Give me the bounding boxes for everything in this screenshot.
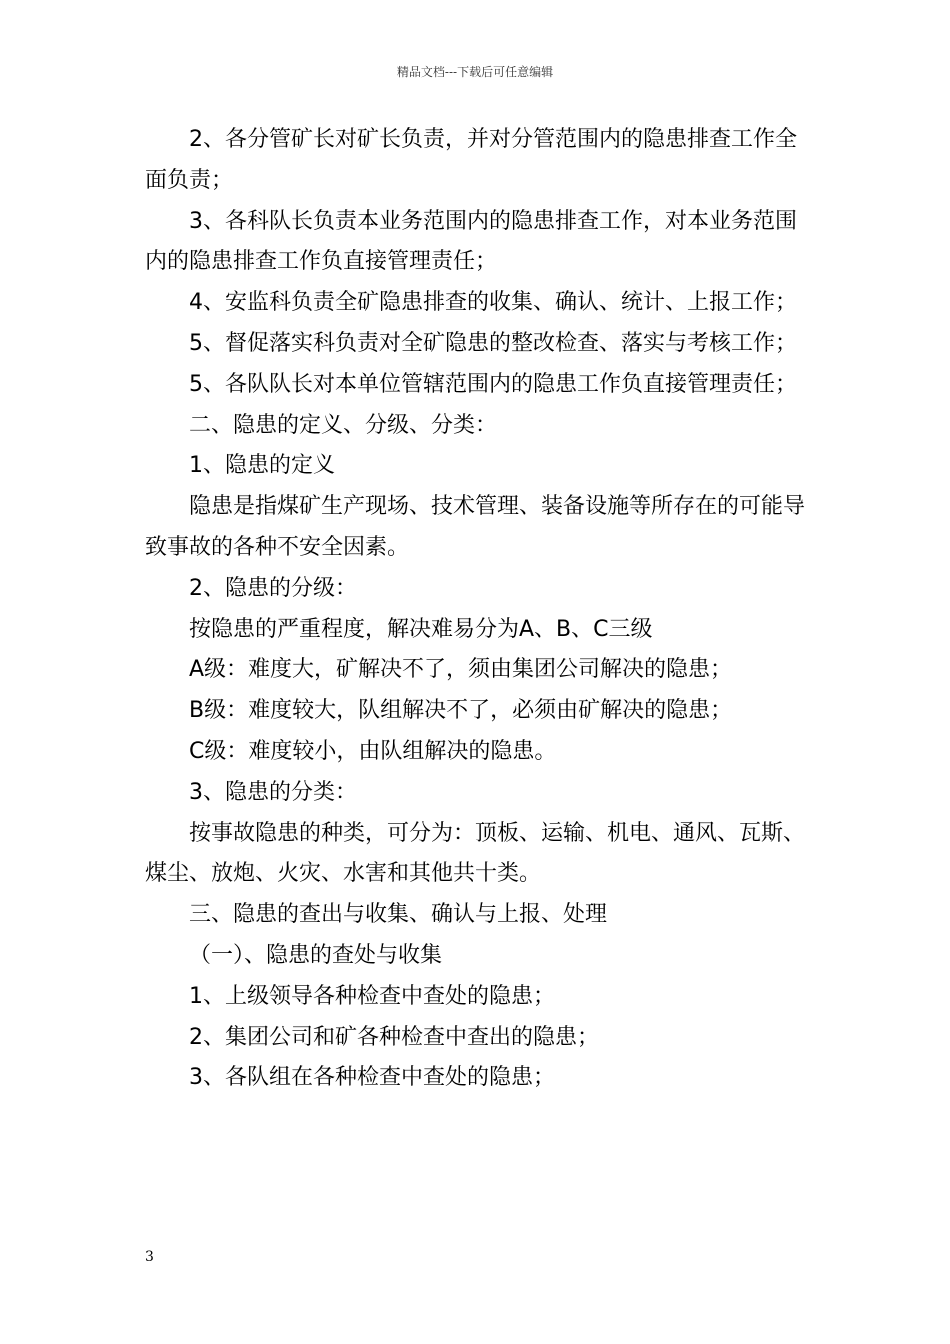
subsection-heading: 2、隐患的分级： [189, 575, 357, 601]
paragraph: 5、督促落实科负责对全矿隐患的整改检查、落实与考核工作； [189, 330, 797, 356]
subsection-heading: 1、隐患的定义 [189, 453, 335, 479]
paragraph: 2、集团公司和矿各种检查中查出的隐患； [189, 1024, 599, 1050]
paragraph: 按隐患的严重程度，解决难易分为A、B、C三级 [189, 616, 653, 642]
paragraph: B级：难度较大，队组解决不了，必须由矿解决的隐患； [189, 698, 733, 724]
paragraph: 1、上级领导各种检查中查处的隐患； [189, 983, 555, 1009]
paragraph: 2、各分管矿长对矿长负责，并对分管范围内的隐患排查工作全面负责； [145, 127, 797, 193]
paragraph: 5、各队队长对本单位管辖范围内的隐患工作负直接管理责任； [189, 371, 797, 397]
paragraph: A级：难度大，矿解决不了，须由集团公司解决的隐患； [189, 657, 733, 683]
paragraph: C级：难度较小，由队组解决的隐患。 [189, 738, 557, 764]
section-heading: 三、隐患的查出与收集、确认与上报、处理 [189, 902, 608, 928]
paragraph: 3、各科队长负责本业务范围内的隐患排查工作，对本业务范围内的隐患排查工作负直接管理责任； [145, 208, 797, 275]
paragraph: 4、安监科负责全矿隐患排查的收集、确认、统计、上报工作； [189, 290, 797, 316]
paragraph: 3、各队组在各种检查中查处的隐患； [189, 1065, 555, 1091]
subsection-heading: 3、隐患的分类： [189, 779, 357, 805]
subsection-heading: （一）、隐患的查处与收集 [189, 942, 443, 968]
document-body [145, 120, 805, 1099]
section-heading: 二、隐患的定义、分级、分类： [189, 412, 498, 438]
page-header: 精品文档---下载后可任意编辑 [396, 65, 554, 79]
paragraph: 隐患是指煤矿生产现场、技术管理、装备设施等所存在的可能导致事故的各种不安全因素。 [145, 494, 806, 560]
paragraph: 按事故隐患的种类，可分为：顶板、运输、机电、通风、瓦斯、煤尘、放炮、火灾、水害和其他共十类。 [145, 820, 806, 887]
page-number: 3 [145, 1249, 154, 1265]
